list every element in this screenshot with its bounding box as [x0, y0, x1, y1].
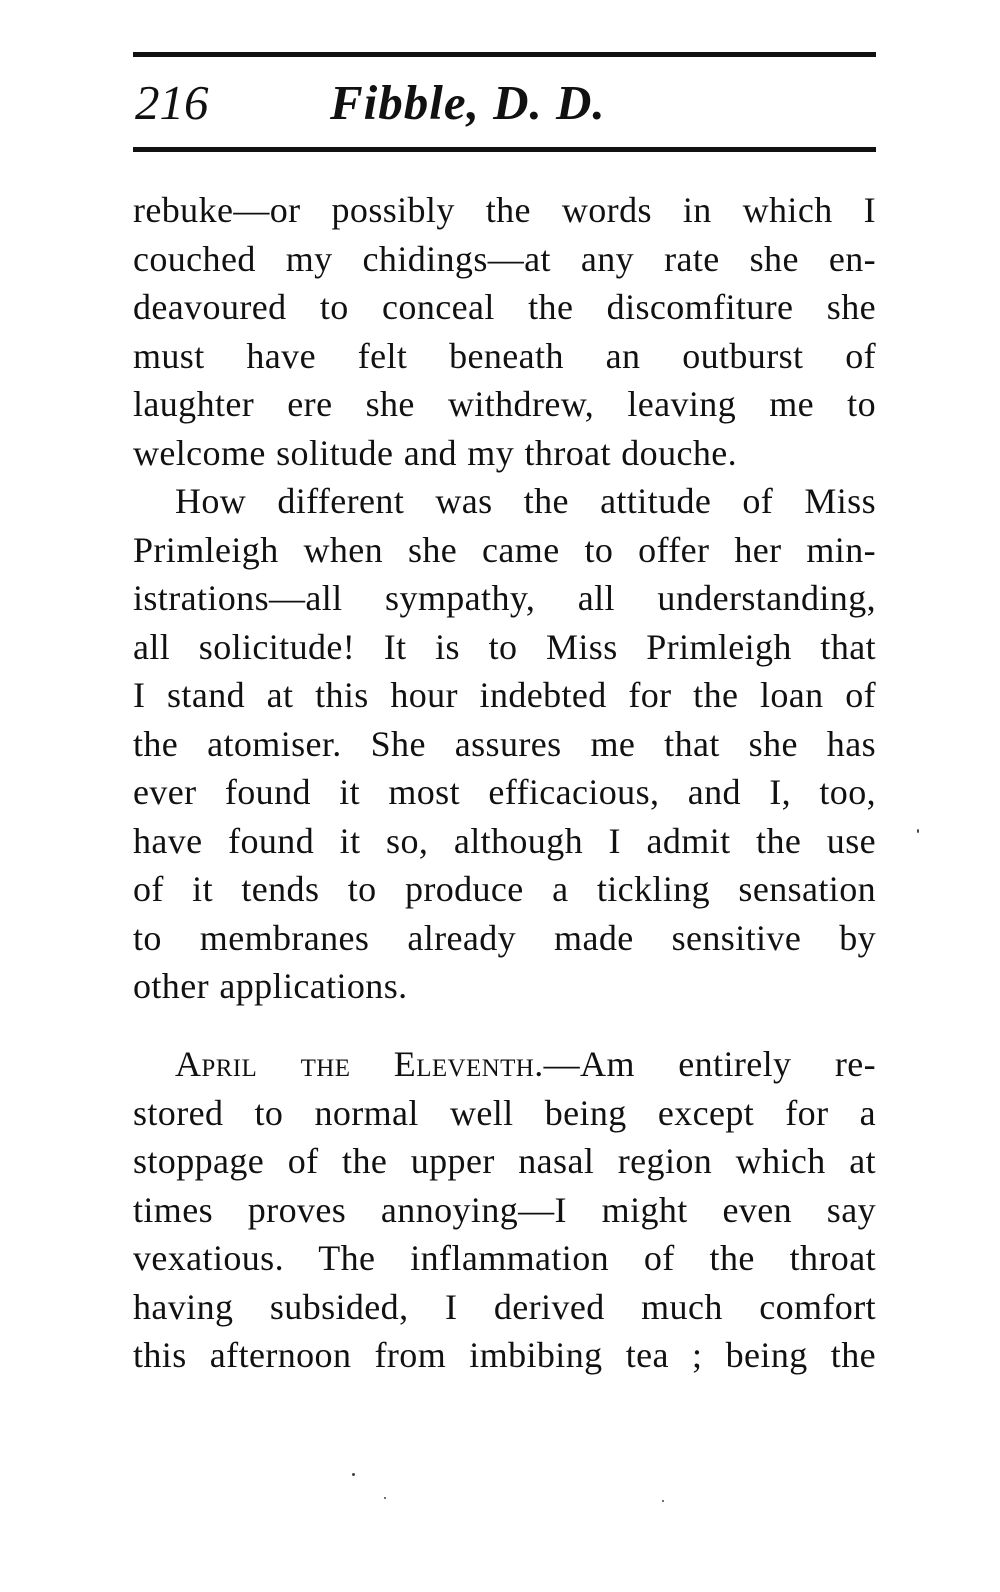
text-line: deavoured to conceal the discomfiture she	[133, 287, 876, 327]
header-top-rule	[133, 52, 876, 57]
text-line: istrations—all sympathy, all understanding,	[133, 578, 876, 618]
scan-speck	[917, 829, 919, 833]
text-line: stored to normal well being except for a	[133, 1092, 876, 1133]
text-line: ever found it most efficacious, and I, too,	[133, 772, 876, 812]
scan-speck	[662, 1500, 664, 1502]
text-line: rebuke—or possibly the words in which I	[133, 190, 876, 230]
paragraph-april-eleventh	[133, 1040, 876, 1380]
text-line: this afternoon from imbibing tea ; being the	[133, 1335, 876, 1375]
text-line: couched my chidings—at any rate she en-	[133, 238, 876, 279]
text-line: laughter ere she withdrew, leaving me to	[133, 384, 876, 424]
scan-speck	[384, 1497, 386, 1499]
entry-first-line-text: —Am entirely re-	[543, 1044, 877, 1084]
text-line: other applications.	[133, 966, 408, 1006]
text-line: stoppage of the upper nasal region which at	[133, 1141, 876, 1181]
text-line: I stand at this hour indebted for the loan of	[133, 675, 876, 715]
running-head	[133, 68, 876, 138]
text-line: How different was the attitude of Miss	[175, 481, 876, 521]
text-line: to membranes already made sensitive by	[133, 917, 876, 958]
page-number: 216	[135, 75, 209, 130]
diary-entry	[133, 1040, 876, 1380]
text-line: Primleigh when she came to offer her min-	[133, 529, 876, 570]
text-line: having subsided, I derived much comfort	[133, 1286, 876, 1327]
header-bottom-rule	[133, 147, 876, 152]
text-line: all solicitude! It is to Miss Primleigh that	[133, 626, 876, 667]
entry-first-line	[133, 1040, 876, 1089]
body-text	[133, 186, 876, 1011]
scan-speck	[352, 1473, 355, 1476]
book-title: Fibble, D. D.	[330, 75, 606, 130]
text-line: of it tends to produce a tickling sensation	[133, 869, 876, 909]
paragraph-continuation	[133, 186, 876, 477]
text-line: welcome solitude and my throat douche.	[133, 432, 738, 473]
text-line: must have felt beneath an outburst of	[133, 335, 876, 376]
text-line: vexatious. The inflammation of the throat	[133, 1238, 876, 1278]
text-line: the atomiser. She assures me that she has	[133, 723, 876, 764]
paragraph-miss-primleigh	[133, 477, 876, 1011]
text-line: have found it so, although I admit the use	[133, 820, 876, 861]
entry-date-heading: April the Eleventh.	[175, 1044, 544, 1084]
text-line: times proves annoying—I might even say	[133, 1189, 876, 1230]
